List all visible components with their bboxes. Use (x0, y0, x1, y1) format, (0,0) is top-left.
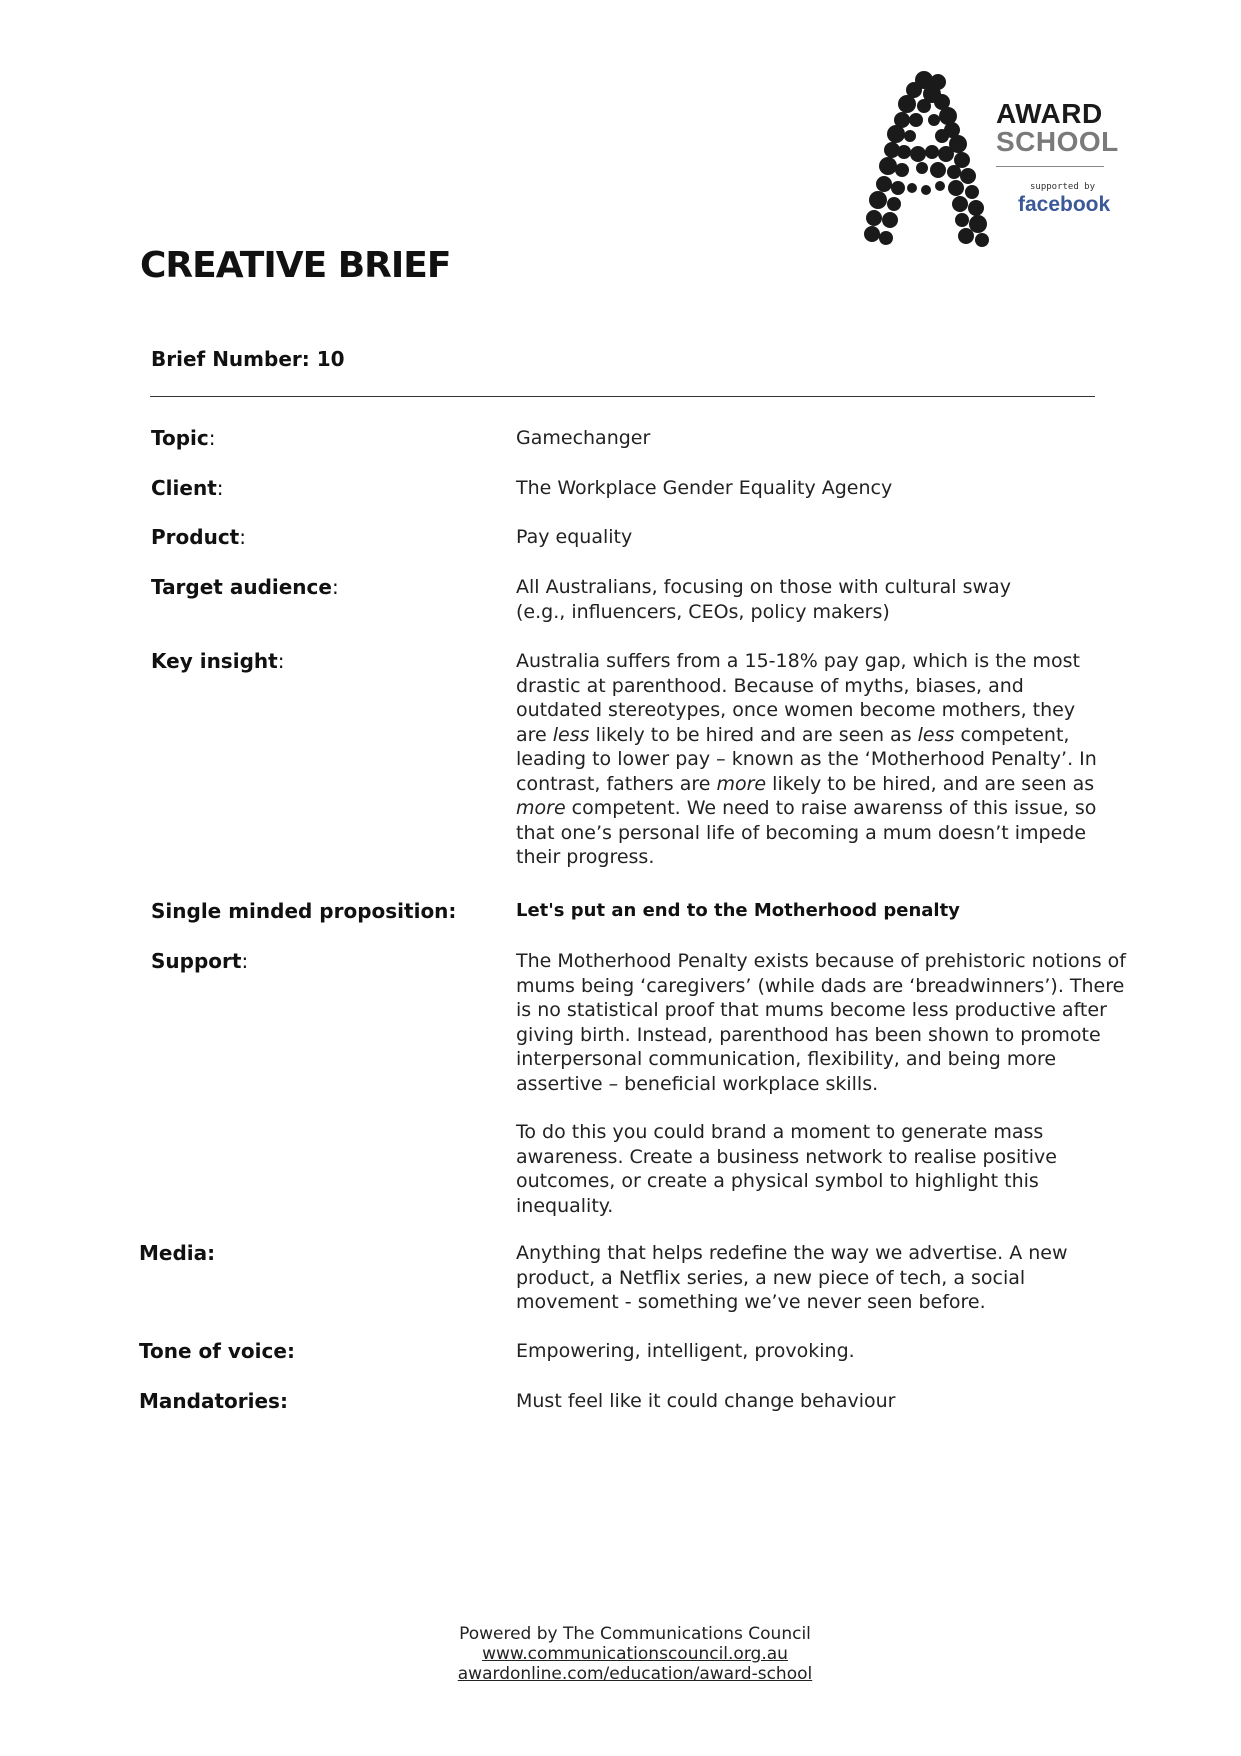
client-label: Client: (151, 476, 224, 500)
footer-powered-by: Powered by The Communications Council (459, 1624, 811, 1644)
logo-school-text: SCHOOL (996, 126, 1119, 157)
page-title: CREATIVE BRIEF (140, 245, 451, 286)
key-insight-value: Australia suffers from a 15-18% pay gap, which is the most drastic at parenthood. Because of myths, biases, and outdated stereotypes, once women become mothers, they are less likely to be hired and are seen as less competent, leading to lower pay – known as the ‘Motherhood Penalty’. In contrast, fathers are more likely to be hired, and are seen as more competent. We need to raise awarenss of this issue, so that one’s personal life of becoming a mum doesn’t impede their progress. (516, 650, 1097, 868)
target-audience-label: Target audience: (151, 575, 339, 599)
product-label: Product: (151, 525, 246, 549)
topic-label: Topic: (151, 426, 216, 450)
support-label: Support: (151, 949, 249, 973)
award-school-a-icon (862, 70, 992, 250)
communications-council-link[interactable]: www.communicationscouncil.org.au (482, 1644, 788, 1664)
smp-value: Let's put an end to the Motherhood penalty (516, 900, 960, 921)
topic-value: Gamechanger (516, 427, 651, 449)
facebook-logo: facebook (1018, 193, 1111, 216)
logo-divider (996, 166, 1104, 167)
support-paragraph-1: The Motherhood Penalty exists because of prehistoric notions of mums being ‘caregivers’ (while dads are ‘breadwinners’). There is no statistical proof that mums become less productive after giving birth. Instead, parenthood has been shown to promote interpersonal communication, flexibility, and being more assertive – beneficial workplace skills. (516, 950, 1126, 1095)
brief-number: Brief Number: 10 (151, 347, 345, 371)
media-label: Media: (139, 1241, 216, 1265)
logo-award-text: AWARD (996, 98, 1103, 129)
footer (0, 1624, 1241, 1684)
support-paragraph-2: To do this you could brand a moment to generate mass awareness. Create a business network to realise positive outcomes, or create a physical symbol to highlight this inequality. (516, 1121, 1057, 1217)
tone-label: Tone of voice: (139, 1339, 295, 1363)
mandatories-value: Must feel like it could change behaviour (516, 1390, 896, 1412)
smp-label: Single minded proposition: (151, 899, 457, 923)
key-insight-label: Key insight: (151, 649, 285, 673)
tone-value: Empowering, intelligent, provoking. (516, 1340, 855, 1362)
product-value: Pay equality (516, 526, 633, 548)
media-value: Anything that helps redefine the way we advertise. A new product, a Netflix series, a new piece of tech, a social movement - something we’ve never seen before. (516, 1242, 1068, 1313)
target-audience-value: All Australians, focusing on those with cultural sway (e.g., influencers, CEOs, policy makers) (516, 576, 1011, 623)
logo-supported-by: supported by (1030, 182, 1096, 192)
mandatories-label: Mandatories: (139, 1389, 288, 1413)
award-school-logo (862, 70, 1119, 250)
support-value (516, 949, 1136, 1218)
award-school-link[interactable]: awardonline.com/education/award-school (457, 1664, 813, 1684)
header-divider (150, 396, 1095, 397)
client-value: The Workplace Gender Equality Agency (516, 477, 893, 499)
